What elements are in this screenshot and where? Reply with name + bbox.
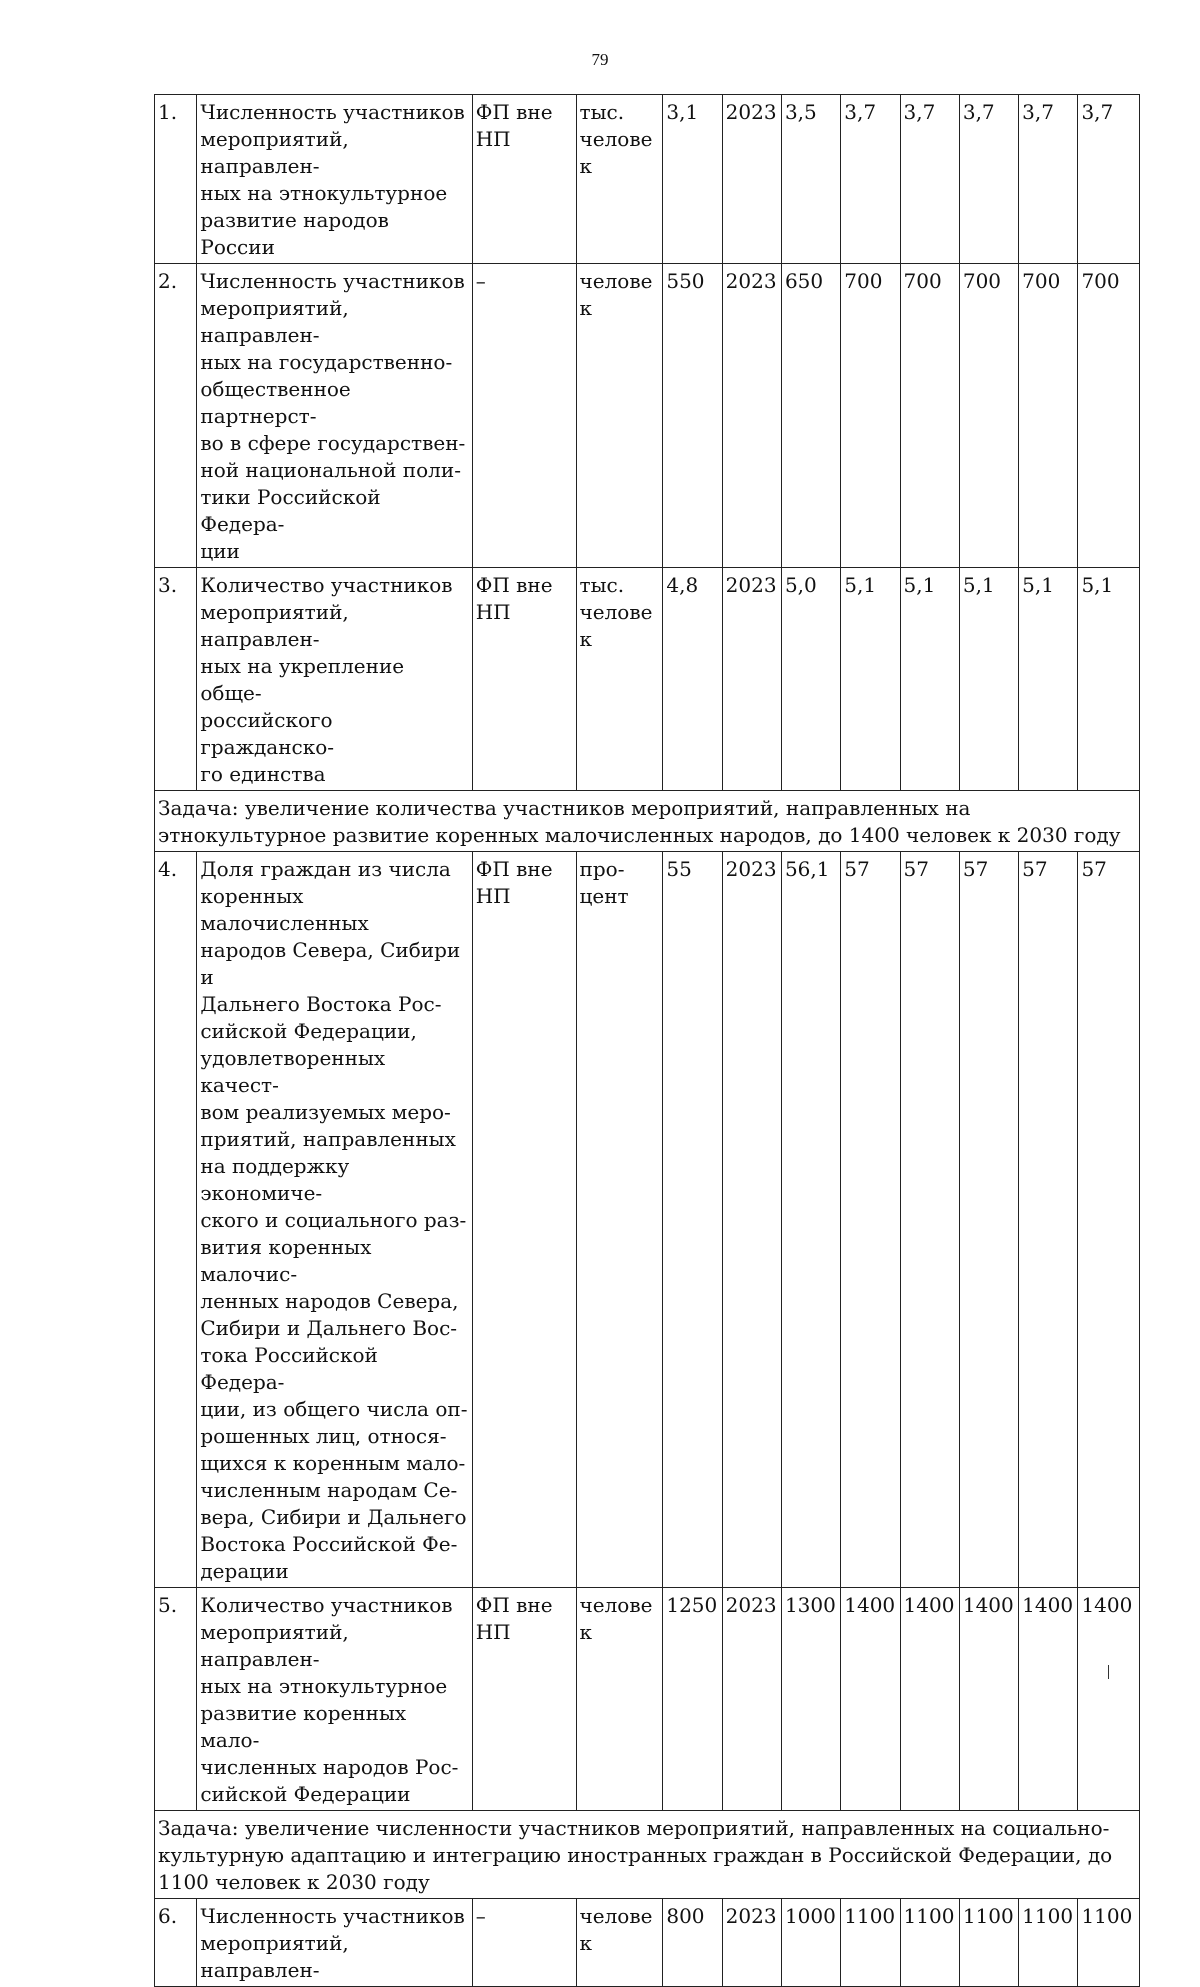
indicator-name-line: сийской Федерации (200, 1782, 411, 1806)
base-value: 550 (663, 264, 722, 568)
indicator-row (155, 1899, 1140, 1987)
indicator-level-line: ФП вне (475, 100, 553, 124)
indicator-name-line: численных народов Рос- (200, 1755, 459, 1779)
value-2025: 1300 (781, 1588, 840, 1811)
indicator-name-line: рошенных лиц, относя- (200, 1424, 447, 1448)
indicator-name-line: развитие коренных мало- (200, 1701, 407, 1752)
indicator-name-line: Количество участников (200, 573, 453, 597)
unit-of-measure-line: человек (579, 269, 653, 320)
value-2025: 650 (781, 264, 840, 568)
indicator-name-line: Численность участников (200, 269, 465, 293)
value-2029: 1400 (1019, 1588, 1078, 1811)
value-2027: 3,7 (900, 95, 959, 264)
value-2029: 3,7 (1019, 95, 1078, 264)
indicator-name-line: ной национальной поли- (200, 458, 461, 482)
value-2028: 3,7 (959, 95, 1018, 264)
unit-of-measure-line: человек (579, 1904, 653, 1955)
base-year: 2023 (722, 1588, 781, 1811)
indicator-row (155, 264, 1140, 568)
indicator-name (197, 95, 472, 264)
indicator-row (155, 1588, 1140, 1811)
indicator-name-line: вера, Сибири и Дальнего (200, 1505, 467, 1529)
value-2027: 57 (900, 852, 959, 1588)
indicator-name-line: на поддержку экономиче- (200, 1154, 350, 1205)
value-2029: 57 (1019, 852, 1078, 1588)
indicator-name-line: мероприятий, направлен- (200, 1620, 349, 1671)
unit-of-measure-line: человек (579, 127, 653, 178)
indicator-name-line: мероприятий, направлен- (200, 127, 349, 178)
indicator-name-line: го единства (200, 762, 326, 786)
value-2029: 1100 (1019, 1899, 1078, 1987)
task-row (155, 1811, 1140, 1899)
value-2026: 1100 (841, 1899, 900, 1987)
unit-of-measure-line: тыс. (579, 573, 625, 597)
indicator-name-line: коренных малочисленных (200, 884, 369, 935)
value-2027: 5,1 (900, 568, 959, 791)
indicator-level (472, 568, 576, 791)
value-2030: 1100 (1078, 1899, 1140, 1987)
indicator-level-line: НП (475, 127, 511, 151)
indicator-name-line: во в сфере государствен- (200, 431, 466, 455)
indicator-level-line: НП (475, 884, 511, 908)
indicator-name-line: вития коренных малочис- (200, 1235, 372, 1286)
value-2030: 700 (1078, 264, 1140, 568)
value-2030: 3,7 (1078, 95, 1140, 264)
value-2029: 700 (1019, 264, 1078, 568)
indicator-name-line: мероприятий, направлен- (200, 296, 349, 347)
task-text: Задача: увеличение численности участников мероприятий, направленных на социально-культурную адаптацию и интеграцию иностранных граждан в Российской Федерации, до 1100 человек к 2030 году (155, 1811, 1140, 1899)
indicator-level-line: – (475, 269, 486, 293)
indicator-name-line: Доля граждан из числа (200, 857, 451, 881)
indicator-name-line: народов Севера, Сибири и (200, 938, 461, 989)
row-number: 1. (155, 95, 197, 264)
indicator-name-line: вом реализуемых меро- (200, 1100, 451, 1124)
value-2025: 3,5 (781, 95, 840, 264)
indicator-name-line: ции, из общего числа оп- (200, 1397, 468, 1421)
value-2025: 5,0 (781, 568, 840, 791)
indicator-row (155, 852, 1140, 1588)
value-2030: 1400 (1078, 1588, 1140, 1811)
unit-of-measure (576, 264, 663, 568)
unit-of-measure-line: про- (579, 857, 625, 881)
indicator-name-line: мероприятий, направлен- (200, 600, 349, 651)
indicator-name-line: ции (200, 539, 240, 563)
unit-of-measure-line: человек (579, 600, 653, 651)
value-2029: 5,1 (1019, 568, 1078, 791)
indicator-name-line: ных на укрепление обще- (200, 654, 405, 705)
indicator-name-line: Дальнего Востока Рос- (200, 992, 442, 1016)
indicator-name-line: Востока Российской Фе- (200, 1532, 458, 1556)
value-2028: 1400 (959, 1588, 1018, 1811)
indicator-row (155, 95, 1140, 264)
unit-of-measure (576, 95, 663, 264)
value-2027: 1400 (900, 1588, 959, 1811)
indicator-level-line: – (475, 1904, 486, 1928)
base-value: 800 (663, 1899, 722, 1987)
unit-of-measure (576, 1899, 663, 1987)
base-year: 2023 (722, 95, 781, 264)
unit-of-measure (576, 1588, 663, 1811)
indicator-row (155, 568, 1140, 791)
indicator-level (472, 1899, 576, 1987)
indicator-name-line: ных на этнокультурное (200, 1674, 448, 1698)
indicator-name-line: российского гражданско- (200, 708, 335, 759)
indicator-name-line: Численность участников (200, 100, 465, 124)
value-2030: 57 (1078, 852, 1140, 1588)
indicator-name-line: тики Российской Федера- (200, 485, 381, 536)
indicator-name-line: тока Российской Федера- (200, 1343, 378, 1394)
base-value: 55 (663, 852, 722, 1588)
value-2025: 56,1 (781, 852, 840, 1588)
table-body (155, 95, 1140, 1987)
indicator-level (472, 95, 576, 264)
base-year: 2023 (722, 852, 781, 1588)
indicator-name-line: ных на государственно- (200, 350, 453, 374)
value-2025: 1000 (781, 1899, 840, 1987)
base-value: 1250 (663, 1588, 722, 1811)
value-2027: 1100 (900, 1899, 959, 1987)
indicator-name-line: сийской Федерации, (200, 1019, 417, 1043)
indicator-level-line: ФП вне (475, 573, 553, 597)
indicator-level-line: ФП вне (475, 857, 553, 881)
unit-of-measure (576, 852, 663, 1588)
base-year: 2023 (722, 568, 781, 791)
indicator-name (197, 852, 472, 1588)
unit-of-measure-line: тыс. (579, 100, 625, 124)
page-number: 79 (591, 50, 609, 69)
value-2030: 5,1 (1078, 568, 1140, 791)
value-2028: 700 (959, 264, 1018, 568)
indicator-name-line: удовлетворенных качест- (200, 1046, 386, 1097)
indicator-name-line: дерации (200, 1559, 289, 1583)
indicator-name-line: развитие народов России (200, 208, 389, 259)
indicator-name-line: ленных народов Севера, (200, 1289, 459, 1313)
indicator-name-line: общественное партнерст- (200, 377, 351, 428)
indicator-name-line: ского и социального раз- (200, 1208, 467, 1232)
value-2027: 700 (900, 264, 959, 568)
indicator-name-line: мероприятий, направлен- (200, 1931, 349, 1982)
value-2026: 1400 (841, 1588, 900, 1811)
indicator-name (197, 568, 472, 791)
indicator-name-line: щихся к коренным мало- (200, 1451, 466, 1475)
indicator-level (472, 852, 576, 1588)
indicator-name-line: Численность участников (200, 1904, 465, 1928)
value-2026: 5,1 (841, 568, 900, 791)
unit-of-measure-line: цент (579, 884, 629, 908)
indicator-name (197, 1588, 472, 1811)
indicator-name-line: приятий, направленных (200, 1127, 456, 1151)
indicator-name-line: Сибири и Дальнего Вос- (200, 1316, 458, 1340)
value-2028: 5,1 (959, 568, 1018, 791)
indicator-level (472, 1588, 576, 1811)
value-2026: 3,7 (841, 95, 900, 264)
base-year: 2023 (722, 1899, 781, 1987)
base-value: 3,1 (663, 95, 722, 264)
row-number: 2. (155, 264, 197, 568)
value-2028: 1100 (959, 1899, 1018, 1987)
row-number: 3. (155, 568, 197, 791)
indicator-level-line: НП (475, 600, 511, 624)
indicators-table (154, 94, 1140, 1987)
indicator-name-line: Количество участников (200, 1593, 453, 1617)
scan-mark (1108, 1665, 1109, 1679)
base-year: 2023 (722, 264, 781, 568)
indicator-name-line: численным народам Се- (200, 1478, 458, 1502)
value-2026: 57 (841, 852, 900, 1588)
indicator-level (472, 264, 576, 568)
row-number: 5. (155, 1588, 197, 1811)
indicator-level-line: НП (475, 1620, 511, 1644)
indicator-level-line: ФП вне (475, 1593, 553, 1617)
unit-of-measure-line: человек (579, 1593, 653, 1644)
unit-of-measure (576, 568, 663, 791)
row-number: 6. (155, 1899, 197, 1987)
indicator-name-line: ных на этнокультурное (200, 181, 448, 205)
task-row (155, 791, 1140, 852)
indicator-name (197, 1899, 472, 1987)
task-text: Задача: увеличение количества участников мероприятий, направленных на этнокультурное развитие коренных малочисленных народов, до 1400 человек к 2030 году (155, 791, 1140, 852)
row-number: 4. (155, 852, 197, 1588)
base-value: 4,8 (663, 568, 722, 791)
value-2026: 700 (841, 264, 900, 568)
indicator-name (197, 264, 472, 568)
value-2028: 57 (959, 852, 1018, 1588)
